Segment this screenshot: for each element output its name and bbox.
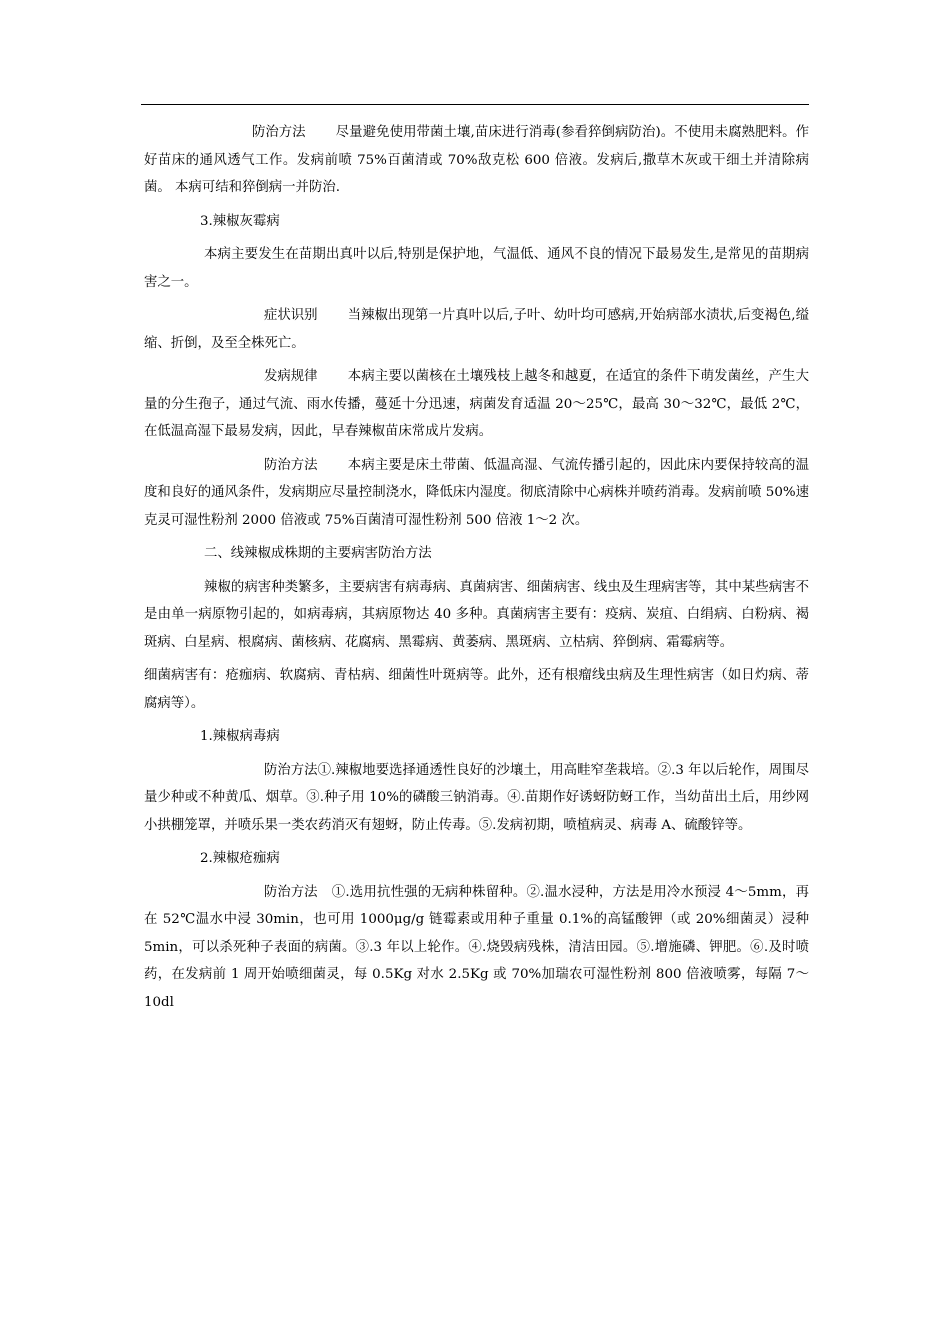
paragraph-bacterial-diseases: 细菌病害有：疮痂病、软腐病、青枯病、细菌性叶斑病等。此外，还有根瘤线虫病及生理性病害（如日灼病、蒂腐病等）。 [144,668,809,711]
paragraph-prevention-scab [144,879,809,1017]
paragraph-text: ①.辣椒地要选择通透性良好的沙壤土，用高畦窄垄栽培。②.3 年以后轮作，周围尽量少种或不种黄瓜、烟草。③.种子用 10%的磷酸三钠消毒。④.苗期作好诱蚜防蚜工作，当幼苗出土后，用纱网小拱棚笼罩，并喷乐果一类农药消灭有翅蚜，防止传毒。⑤.发病初期，喷植病灵、病毒 A、硫酸锌等。 [144,762,809,833]
paragraph-prevention-1 [144,119,809,202]
paragraph-label: 防治方法 [264,762,318,778]
section-heading-scab: 2.辣椒疮痂病 [200,851,280,866]
paragraph-symptoms [144,302,809,357]
paragraph-label: 防治方法 [264,457,318,473]
paragraph-text: 尽量避免使用带菌土壤,苗床进行消毒(参看猝倒病防治)。不使用未腐熟肥料。作好苗床的通风透气工作。发病前喷 75%百菌清或 70%敌克松 600 倍液。发病后,撒草木灰或干细土并清除病菌。 本病可结和猝倒病一并防治. [144,125,809,195]
section-heading-adult-stage: 二、线辣椒成株期的主要病害防治方法 [204,546,432,561]
paragraph-text: ①.选用抗性强的无病种株留种。②.温水浸种，方法是用冷水预浸 4～5mm，再在 52℃温水中浸 30min，也可用 1000μg/g 链霉素或用种子重量 0.1%的高锰酸钾（或 20%细菌灵）浸种 5min，可以杀死种子表面的病菌。③.3 年以上轮作。④.烧毁病残株，清洁田园。⑤.增施磷、钾肥。⑥.及时喷药，在发病前 1 周开始喷细菌灵，每 0.5Kg 对水 2.5Kg 或 70%加瑞农可湿性粉剂 800 倍液喷雾，每隔 7～10dl [144,884,809,1010]
document-body [144,119,809,1022]
paragraph-text: 本病主要是床土带菌、低温高湿、气流传播引起的，因此床内要保持较高的温度和良好的通风条件，发病期应尽量控制浇水，降低床内湿度。彻底清除中心病株并喷药消毒。发病前喷 50%速克灵可湿性粉剂 2000 倍液或 75%百菌清可湿性粉剂 500 倍液 1～2 次。 [144,457,809,528]
paragraph-prevention-virus [144,757,809,840]
paragraph-label: 防治方法 [252,125,306,140]
paragraph-prevention-2 [144,452,809,535]
paragraph-label: 防治方法 [264,884,318,900]
header-rule [141,104,809,105]
paragraph-text: 当辣椒出现第一片真叶以后,子叶、幼叶均可感病,开始病部水渍状,后变褐色,缢缩、折倒，及至全株死亡。 [144,308,809,351]
paragraph-label: 发病规律 [264,369,318,384]
paragraph-disease-types: 辣椒的病害种类繁多，主要病害有病毒病、真菌病害、细菌病害、线虫及生理病害等，其中某些病害不是由单一病原物引起的，如病毒病，其病原物达 40 多种。真菌病害主要有：疫病、炭疽、白绢病、白粉病、褐斑病、白星病、根腐病、菌核病、花腐病、黑霉病、黄萎病、黑斑病、立枯病、猝倒病、霜霉病等。 [144,579,809,650]
paragraph-gray-mold-intro: 本病主要发生在苗期出真叶以后,特别是保护地，气温低、通风不良的情况下最易发生,是常见的苗期病害之一。 [144,247,809,290]
paragraph-disease-pattern [144,363,809,446]
section-heading-gray-mold: 3.辣椒灰霉病 [200,213,280,229]
paragraph-label: 症状识别 [264,308,318,323]
section-heading-virus: 1.辣椒病毒病 [200,729,280,744]
paragraph-text: 本病主要以菌核在土壤残枝上越冬和越夏，在适宜的条件下萌发菌丝，产生大量的分生孢子，通过气流、雨水传播，蔓延十分迅速，病菌发育适温 20～25℃，最高 30～32℃，最低 2℃，在低温高湿下最易发病，因此，早春辣椒苗床常成片发病。 [144,369,809,439]
